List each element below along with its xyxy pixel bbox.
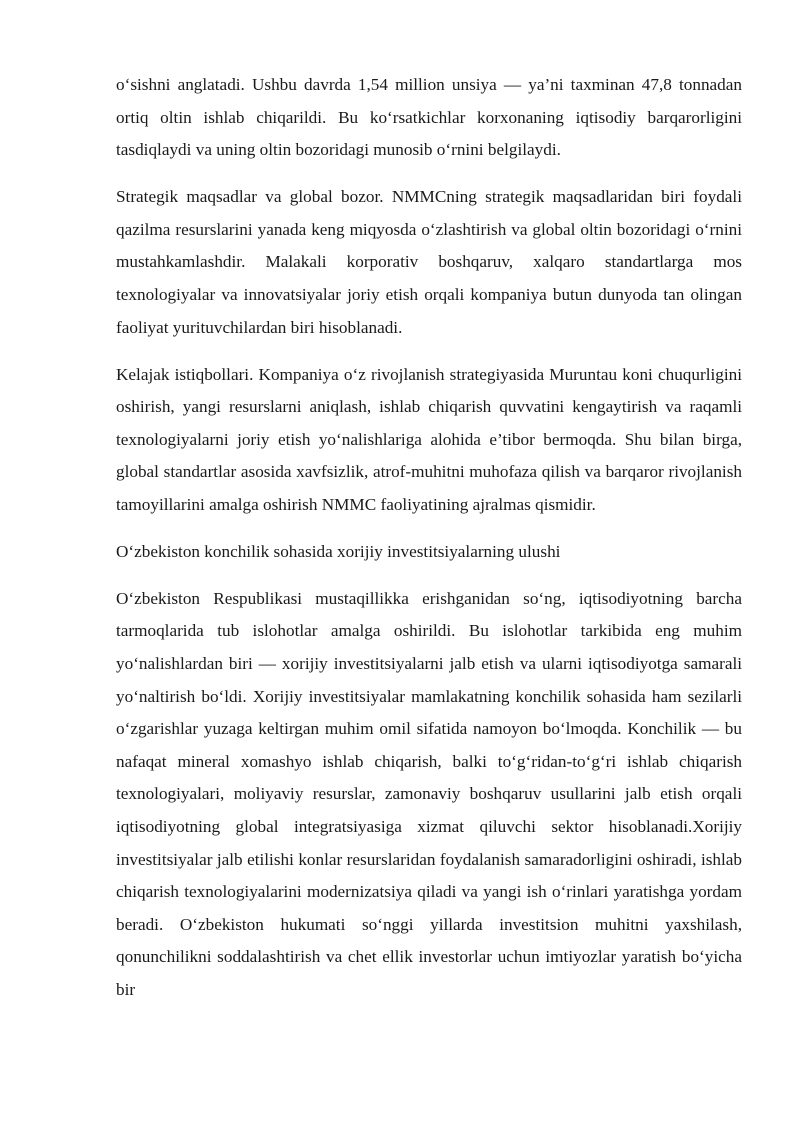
section-heading: O‘zbekiston konchilik sohasida xorijiy investitsiyalarning ulushi — [116, 541, 561, 561]
paragraph-foreign-investment: O‘zbekiston Respublikasi mustaqillikka erishganidan so‘ng, iqtisodiyotning barcha tarmoqlarida tub islohotlar amalga oshirildi. Bu islohotlar tarkibida eng muhim yo‘nalishlardan biri — xorijiy investitsiyalarni jalb etish va ularni iqtisodiyotga samarali yo‘naltirish bo‘ldi. Xorijiy investitsiyalar mamlakatning konchilik sohasida ham sezilarli o‘zgarishlar yuzaga keltirgan muhim omil sifatida namoyon bo‘lmoqda. Konchilik — bu nafaqat mineral xomashyo ishlab chiqarish, balki to‘g‘ridan-to‘g‘ri ishlab chiqarish texnologiyalari, moliyaviy resurslar, zamonaviy boshqaruv usullarini jalb etish orqali iqtisodiyotning global integratsiyasiga xizmat qiluvchi sektor hisoblanadi.Xorijiy investitsiyalar jalb etilishi konlar resurslaridan foydalanish samaradorligini oshiradi, ishlab chiqarish texnologiyalarini modernizatsiya qiladi va yangi ish o‘rinlari yaratishga yordam beradi. O‘zbekiston hukumati so‘nggi yillarda investitsion muhitni yaxshilash, qonunchilikni soddalashtirish va chet ellik investorlar uchun imtiyozlar yaratish bo‘yicha bir — [116, 588, 742, 999]
paragraph-strategic-goals: Strategik maqsadlar va global bozor. NMMCning strategik maqsadlaridan biri foydali qazilma resurslarini yanada keng miqyosda o‘zlashtirish va global oltin bozoridagi o‘rnini mustahkamlashdir. Malakali korporativ boshqaruv, xalqaro standartlarga mos texnologiyalar va innovatsiyalar joriy etish orqali kompaniya butun dunyoda tan olingan faoliyat yurituvchilardan biri hisoblanadi. — [116, 187, 742, 337]
paragraph-future-prospects: Kelajak istiqbollari. Kompaniya o‘z rivojlanish strategiyasida Muruntau koni chuqurligini oshirish, yangi resurslarni aniqlash, ishlab chiqarish quvvatini kengaytirish va raqamli texnologiyalarni joriy etish yo‘nalishlariga alohida e’tibor bermoqda. Shu bilan birga, global standartlar asosida xavfsizlik, atrof-muhitni muhofaza qilish va barqaror rivojlanish tamoyillarini amalga oshirish NMMC faoliyatining ajralmas qismidir. — [116, 364, 742, 514]
document-page — [116, 69, 742, 1021]
paragraph-gold-production: o‘sishni anglatadi. Ushbu davrda 1,54 million unsiya — ya’ni taxminan 47,8 tonnadan ortiq oltin ishlab chiqarildi. Bu ko‘rsatkichlar korxonaning iqtisodiy barqarorligini tasdiqlaydi va uning oltin bozoridagi munosib o‘rnini belgilaydi. — [116, 75, 742, 160]
